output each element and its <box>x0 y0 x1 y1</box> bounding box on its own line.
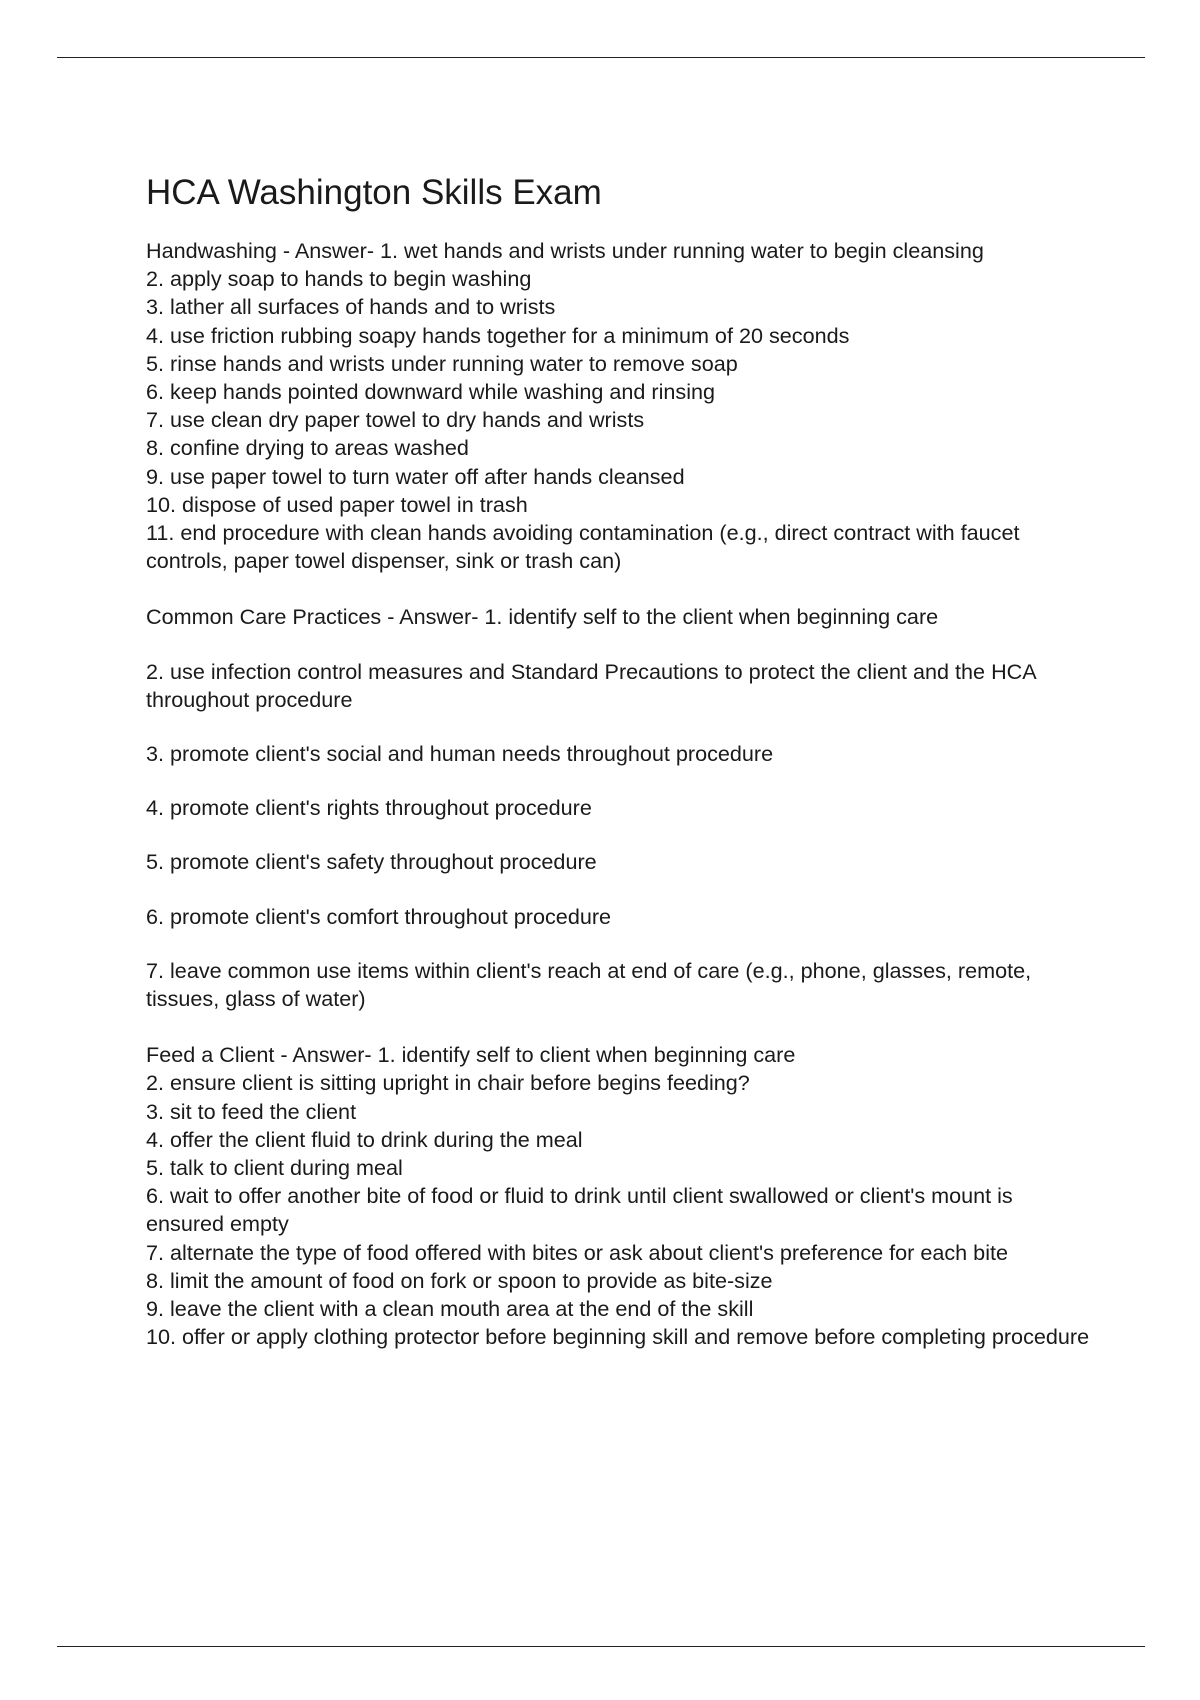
list-item: 6. wait to offer another bite of food or fluid to drink until client swallowed or client's mount is ensured empty <box>146 1183 1013 1237</box>
list-item: 4. offer the client fluid to drink during the meal <box>146 1126 583 1152</box>
list-item: 11. end procedure with clean hands avoiding contamination (e.g., direct contract with faucet controls, paper towel dispenser, sink or trash can) <box>146 520 1020 574</box>
list-item: 8. confine drying to areas washed <box>146 435 469 461</box>
spacer <box>146 714 1096 740</box>
section-feed-client <box>146 1041 1096 1351</box>
list-item: 7. alternate the type of food offered with bites or ask about client's preference for each bite <box>146 1239 1008 1265</box>
list-item: 6. keep hands pointed downward while washing and rinsing <box>146 379 716 405</box>
header-rule <box>57 57 1145 58</box>
list-item: 7. leave common use items within client's reach at end of care (e.g., phone, glasses, remote, tissues, glass of water) <box>146 957 1032 1012</box>
list-item: 3. lather all surfaces of hands and to wrists <box>146 294 556 320</box>
spacer <box>146 1013 1096 1041</box>
section-heading: Handwashing - Answer- 1. wet hands and wrists under running water to begin cleansing <box>146 238 984 263</box>
spacer <box>146 931 1096 957</box>
list-item: 3. sit to feed the client <box>146 1098 357 1124</box>
list-item: 5. promote client's safety throughout procedure <box>146 849 597 875</box>
list-item: 2. ensure client is sitting upright in chair before begins feeding? <box>146 1070 750 1096</box>
list-item: 7. use clean dry paper towel to dry hands and wrists <box>146 407 645 433</box>
list-item: 6. promote client's comfort throughout procedure <box>146 903 612 929</box>
list-item: 9. leave the client with a clean mouth area at the end of the skill <box>146 1296 754 1322</box>
list-item: 9. use paper towel to turn water off after hands cleansed <box>146 463 685 489</box>
section-heading: Feed a Client - Answer- 1. identify self to client when beginning care <box>146 1042 796 1068</box>
list-item: 5. talk to client during meal <box>146 1155 403 1181</box>
list-item: 2. use infection control measures and Standard Precautions to protect the client and the HCA throughout procedure <box>146 658 1036 712</box>
footer-rule <box>57 1646 1145 1647</box>
spacer <box>146 768 1096 794</box>
list-item: 10. dispose of used paper towel in trash <box>146 491 528 517</box>
spacer <box>146 632 1096 658</box>
list-item: 4. promote client's rights throughout procedure <box>146 795 592 821</box>
list-item: 2. apply soap to hands to begin washing <box>146 266 532 292</box>
document-body <box>146 170 1096 1352</box>
list-item: 8. limit the amount of food on fork or spoon to provide as bite-size <box>146 1267 773 1293</box>
section-heading: Common Care Practices - Answer- 1. identify self to the client when beginning care <box>146 604 939 630</box>
list-item: 4. use friction rubbing soapy hands together for a minimum of 20 seconds <box>146 322 850 348</box>
spacer <box>146 822 1096 848</box>
list-item: 10. offer or apply clothing protector before beginning skill and remove before completing procedure <box>146 1324 1090 1350</box>
spacer <box>146 877 1096 903</box>
list-item: 5. rinse hands and wrists under running water to remove soap <box>146 350 738 376</box>
section-common-care <box>146 603 1096 1013</box>
spacer <box>146 575 1096 603</box>
list-item: 3. promote client's social and human needs throughout procedure <box>146 741 774 767</box>
section-handwashing <box>146 237 1096 575</box>
page-title: HCA Washington Skills Exam <box>146 173 602 212</box>
